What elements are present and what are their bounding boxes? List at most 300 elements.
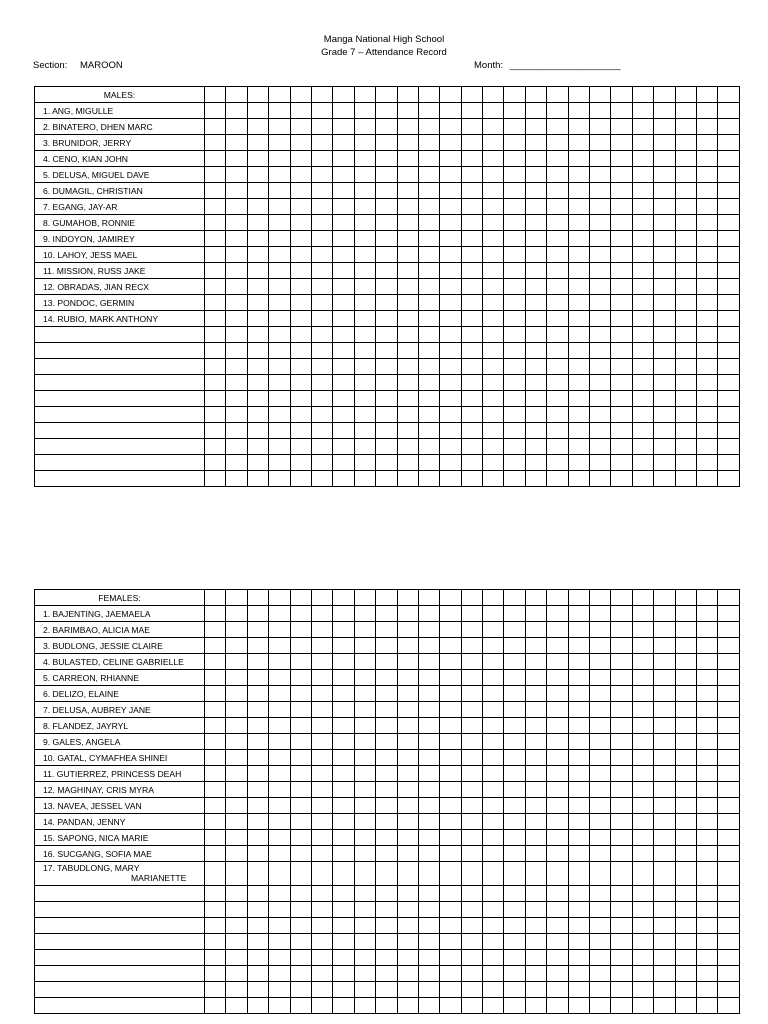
attendance-cell[interactable] bbox=[654, 183, 675, 199]
attendance-cell[interactable] bbox=[461, 231, 482, 247]
attendance-cell[interactable] bbox=[696, 343, 717, 359]
attendance-cell[interactable] bbox=[525, 830, 546, 846]
attendance-cell[interactable] bbox=[611, 590, 632, 606]
attendance-cell[interactable] bbox=[290, 327, 311, 343]
attendance-cell[interactable] bbox=[397, 814, 418, 830]
attendance-cell[interactable] bbox=[483, 654, 504, 670]
attendance-cell[interactable] bbox=[333, 103, 354, 119]
attendance-cell[interactable] bbox=[568, 782, 589, 798]
attendance-cell[interactable] bbox=[376, 215, 397, 231]
attendance-cell[interactable] bbox=[504, 375, 525, 391]
attendance-cell[interactable] bbox=[483, 846, 504, 862]
attendance-cell[interactable] bbox=[226, 375, 247, 391]
attendance-cell[interactable] bbox=[461, 862, 482, 886]
attendance-cell[interactable] bbox=[290, 183, 311, 199]
attendance-cell[interactable] bbox=[418, 638, 439, 654]
attendance-cell[interactable] bbox=[654, 87, 675, 103]
attendance-cell[interactable] bbox=[525, 359, 546, 375]
attendance-cell[interactable] bbox=[376, 103, 397, 119]
attendance-cell[interactable] bbox=[440, 279, 461, 295]
attendance-cell[interactable] bbox=[547, 199, 568, 215]
attendance-cell[interactable] bbox=[675, 343, 696, 359]
attendance-cell[interactable] bbox=[311, 263, 332, 279]
attendance-cell[interactable] bbox=[247, 638, 268, 654]
attendance-cell[interactable] bbox=[226, 782, 247, 798]
attendance-cell[interactable] bbox=[654, 391, 675, 407]
attendance-cell[interactable] bbox=[226, 622, 247, 638]
attendance-cell[interactable] bbox=[247, 846, 268, 862]
attendance-cell[interactable] bbox=[269, 423, 290, 439]
attendance-cell[interactable] bbox=[590, 247, 611, 263]
attendance-cell[interactable] bbox=[269, 814, 290, 830]
attendance-cell[interactable] bbox=[696, 718, 717, 734]
attendance-cell[interactable] bbox=[483, 718, 504, 734]
attendance-cell[interactable] bbox=[205, 982, 226, 998]
attendance-cell[interactable] bbox=[333, 590, 354, 606]
attendance-cell[interactable] bbox=[568, 846, 589, 862]
attendance-cell[interactable] bbox=[226, 886, 247, 902]
attendance-cell[interactable] bbox=[590, 423, 611, 439]
attendance-cell[interactable] bbox=[247, 391, 268, 407]
attendance-cell[interactable] bbox=[611, 119, 632, 135]
attendance-cell[interactable] bbox=[205, 766, 226, 782]
attendance-cell[interactable] bbox=[226, 766, 247, 782]
attendance-cell[interactable] bbox=[418, 766, 439, 782]
attendance-cell[interactable] bbox=[568, 375, 589, 391]
attendance-cell[interactable] bbox=[226, 638, 247, 654]
attendance-cell[interactable] bbox=[568, 886, 589, 902]
attendance-cell[interactable] bbox=[376, 606, 397, 622]
attendance-cell[interactable] bbox=[247, 966, 268, 982]
attendance-cell[interactable] bbox=[547, 902, 568, 918]
attendance-cell[interactable] bbox=[568, 830, 589, 846]
attendance-cell[interactable] bbox=[376, 782, 397, 798]
attendance-cell[interactable] bbox=[461, 279, 482, 295]
attendance-cell[interactable] bbox=[418, 734, 439, 750]
attendance-cell[interactable] bbox=[397, 734, 418, 750]
attendance-cell[interactable] bbox=[504, 950, 525, 966]
attendance-cell[interactable] bbox=[611, 343, 632, 359]
attendance-cell[interactable] bbox=[354, 918, 375, 934]
attendance-cell[interactable] bbox=[461, 471, 482, 487]
attendance-cell[interactable] bbox=[654, 966, 675, 982]
attendance-cell[interactable] bbox=[290, 814, 311, 830]
attendance-cell[interactable] bbox=[525, 734, 546, 750]
attendance-cell[interactable] bbox=[504, 846, 525, 862]
attendance-cell[interactable] bbox=[440, 590, 461, 606]
attendance-cell[interactable] bbox=[696, 439, 717, 455]
attendance-cell[interactable] bbox=[354, 295, 375, 311]
attendance-cell[interactable] bbox=[397, 846, 418, 862]
attendance-cell[interactable] bbox=[397, 183, 418, 199]
attendance-cell[interactable] bbox=[504, 471, 525, 487]
attendance-cell[interactable] bbox=[547, 119, 568, 135]
attendance-cell[interactable] bbox=[290, 998, 311, 1014]
attendance-cell[interactable] bbox=[376, 263, 397, 279]
attendance-cell[interactable] bbox=[632, 199, 653, 215]
attendance-cell[interactable] bbox=[354, 247, 375, 263]
attendance-cell[interactable] bbox=[354, 327, 375, 343]
attendance-cell[interactable] bbox=[504, 830, 525, 846]
attendance-cell[interactable] bbox=[525, 423, 546, 439]
attendance-cell[interactable] bbox=[525, 231, 546, 247]
attendance-cell[interactable] bbox=[654, 375, 675, 391]
attendance-cell[interactable] bbox=[654, 231, 675, 247]
attendance-cell[interactable] bbox=[461, 327, 482, 343]
attendance-cell[interactable] bbox=[247, 247, 268, 263]
attendance-cell[interactable] bbox=[461, 423, 482, 439]
attendance-cell[interactable] bbox=[675, 279, 696, 295]
attendance-cell[interactable] bbox=[290, 830, 311, 846]
attendance-cell[interactable] bbox=[290, 471, 311, 487]
attendance-cell[interactable] bbox=[290, 423, 311, 439]
attendance-cell[interactable] bbox=[568, 638, 589, 654]
attendance-cell[interactable] bbox=[654, 119, 675, 135]
attendance-cell[interactable] bbox=[504, 766, 525, 782]
attendance-cell[interactable] bbox=[205, 455, 226, 471]
attendance-cell[interactable] bbox=[311, 622, 332, 638]
attendance-cell[interactable] bbox=[483, 702, 504, 718]
attendance-cell[interactable] bbox=[590, 87, 611, 103]
attendance-cell[interactable] bbox=[611, 734, 632, 750]
attendance-cell[interactable] bbox=[547, 439, 568, 455]
attendance-cell[interactable] bbox=[483, 814, 504, 830]
attendance-cell[interactable] bbox=[718, 103, 740, 119]
attendance-cell[interactable] bbox=[205, 950, 226, 966]
attendance-cell[interactable] bbox=[311, 606, 332, 622]
attendance-cell[interactable] bbox=[504, 718, 525, 734]
attendance-cell[interactable] bbox=[696, 654, 717, 670]
attendance-cell[interactable] bbox=[461, 830, 482, 846]
attendance-cell[interactable] bbox=[696, 471, 717, 487]
attendance-cell[interactable] bbox=[440, 455, 461, 471]
attendance-cell[interactable] bbox=[504, 918, 525, 934]
attendance-cell[interactable] bbox=[547, 167, 568, 183]
attendance-cell[interactable] bbox=[418, 135, 439, 151]
attendance-cell[interactable] bbox=[547, 151, 568, 167]
attendance-cell[interactable] bbox=[311, 439, 332, 455]
attendance-cell[interactable] bbox=[718, 327, 740, 343]
attendance-cell[interactable] bbox=[205, 782, 226, 798]
attendance-cell[interactable] bbox=[611, 311, 632, 327]
attendance-cell[interactable] bbox=[247, 375, 268, 391]
attendance-cell[interactable] bbox=[504, 391, 525, 407]
attendance-cell[interactable] bbox=[354, 103, 375, 119]
attendance-cell[interactable] bbox=[269, 998, 290, 1014]
attendance-cell[interactable] bbox=[440, 934, 461, 950]
attendance-cell[interactable] bbox=[547, 103, 568, 119]
attendance-cell[interactable] bbox=[568, 247, 589, 263]
attendance-cell[interactable] bbox=[461, 998, 482, 1014]
attendance-cell[interactable] bbox=[376, 966, 397, 982]
attendance-cell[interactable] bbox=[290, 902, 311, 918]
attendance-cell[interactable] bbox=[376, 686, 397, 702]
attendance-cell[interactable] bbox=[311, 734, 332, 750]
attendance-cell[interactable] bbox=[525, 782, 546, 798]
attendance-cell[interactable] bbox=[376, 902, 397, 918]
attendance-cell[interactable] bbox=[611, 606, 632, 622]
attendance-cell[interactable] bbox=[590, 311, 611, 327]
attendance-cell[interactable] bbox=[354, 455, 375, 471]
attendance-cell[interactable] bbox=[718, 918, 740, 934]
attendance-cell[interactable] bbox=[483, 231, 504, 247]
attendance-cell[interactable] bbox=[269, 135, 290, 151]
attendance-cell[interactable] bbox=[418, 167, 439, 183]
attendance-cell[interactable] bbox=[632, 183, 653, 199]
attendance-cell[interactable] bbox=[440, 135, 461, 151]
attendance-cell[interactable] bbox=[654, 167, 675, 183]
attendance-cell[interactable] bbox=[568, 135, 589, 151]
attendance-cell[interactable] bbox=[632, 590, 653, 606]
attendance-cell[interactable] bbox=[247, 902, 268, 918]
attendance-cell[interactable] bbox=[461, 966, 482, 982]
attendance-cell[interactable] bbox=[290, 782, 311, 798]
attendance-cell[interactable] bbox=[675, 151, 696, 167]
attendance-cell[interactable] bbox=[632, 151, 653, 167]
attendance-cell[interactable] bbox=[397, 966, 418, 982]
attendance-cell[interactable] bbox=[247, 455, 268, 471]
attendance-cell[interactable] bbox=[311, 702, 332, 718]
attendance-cell[interactable] bbox=[590, 359, 611, 375]
attendance-cell[interactable] bbox=[718, 950, 740, 966]
attendance-cell[interactable] bbox=[205, 750, 226, 766]
attendance-cell[interactable] bbox=[461, 750, 482, 766]
attendance-cell[interactable] bbox=[269, 798, 290, 814]
attendance-cell[interactable] bbox=[311, 423, 332, 439]
attendance-cell[interactable] bbox=[269, 966, 290, 982]
attendance-cell[interactable] bbox=[440, 702, 461, 718]
attendance-cell[interactable] bbox=[226, 702, 247, 718]
attendance-cell[interactable] bbox=[504, 814, 525, 830]
attendance-cell[interactable] bbox=[440, 375, 461, 391]
attendance-cell[interactable] bbox=[247, 590, 268, 606]
attendance-cell[interactable] bbox=[504, 934, 525, 950]
attendance-cell[interactable] bbox=[440, 814, 461, 830]
attendance-cell[interactable] bbox=[504, 359, 525, 375]
attendance-cell[interactable] bbox=[205, 638, 226, 654]
attendance-cell[interactable] bbox=[675, 734, 696, 750]
attendance-cell[interactable] bbox=[247, 798, 268, 814]
attendance-cell[interactable] bbox=[547, 295, 568, 311]
attendance-cell[interactable] bbox=[632, 734, 653, 750]
attendance-cell[interactable] bbox=[397, 750, 418, 766]
attendance-cell[interactable] bbox=[675, 766, 696, 782]
attendance-cell[interactable] bbox=[590, 918, 611, 934]
attendance-cell[interactable] bbox=[290, 375, 311, 391]
attendance-cell[interactable] bbox=[547, 814, 568, 830]
attendance-cell[interactable] bbox=[354, 622, 375, 638]
attendance-cell[interactable] bbox=[333, 359, 354, 375]
attendance-cell[interactable] bbox=[718, 766, 740, 782]
attendance-cell[interactable] bbox=[483, 590, 504, 606]
attendance-cell[interactable] bbox=[675, 119, 696, 135]
attendance-cell[interactable] bbox=[290, 151, 311, 167]
attendance-cell[interactable] bbox=[418, 934, 439, 950]
attendance-cell[interactable] bbox=[376, 670, 397, 686]
attendance-cell[interactable] bbox=[568, 343, 589, 359]
attendance-cell[interactable] bbox=[226, 734, 247, 750]
attendance-cell[interactable] bbox=[333, 167, 354, 183]
attendance-cell[interactable] bbox=[290, 862, 311, 886]
attendance-cell[interactable] bbox=[547, 966, 568, 982]
attendance-cell[interactable] bbox=[675, 950, 696, 966]
attendance-cell[interactable] bbox=[440, 766, 461, 782]
attendance-cell[interactable] bbox=[440, 407, 461, 423]
attendance-cell[interactable] bbox=[590, 886, 611, 902]
attendance-cell[interactable] bbox=[418, 686, 439, 702]
attendance-cell[interactable] bbox=[547, 798, 568, 814]
attendance-cell[interactable] bbox=[269, 718, 290, 734]
attendance-cell[interactable] bbox=[333, 423, 354, 439]
attendance-cell[interactable] bbox=[440, 654, 461, 670]
attendance-cell[interactable] bbox=[461, 103, 482, 119]
attendance-cell[interactable] bbox=[205, 902, 226, 918]
attendance-cell[interactable] bbox=[654, 471, 675, 487]
attendance-cell[interactable] bbox=[226, 263, 247, 279]
attendance-cell[interactable] bbox=[376, 750, 397, 766]
attendance-cell[interactable] bbox=[483, 279, 504, 295]
attendance-cell[interactable] bbox=[226, 327, 247, 343]
attendance-cell[interactable] bbox=[504, 327, 525, 343]
attendance-cell[interactable] bbox=[632, 862, 653, 886]
attendance-cell[interactable] bbox=[247, 670, 268, 686]
attendance-cell[interactable] bbox=[311, 103, 332, 119]
attendance-cell[interactable] bbox=[397, 998, 418, 1014]
attendance-cell[interactable] bbox=[397, 718, 418, 734]
attendance-cell[interactable] bbox=[525, 263, 546, 279]
attendance-cell[interactable] bbox=[269, 391, 290, 407]
attendance-cell[interactable] bbox=[590, 439, 611, 455]
attendance-cell[interactable] bbox=[269, 982, 290, 998]
attendance-cell[interactable] bbox=[568, 87, 589, 103]
attendance-cell[interactable] bbox=[568, 902, 589, 918]
attendance-cell[interactable] bbox=[696, 590, 717, 606]
attendance-cell[interactable] bbox=[675, 215, 696, 231]
attendance-cell[interactable] bbox=[354, 686, 375, 702]
attendance-cell[interactable] bbox=[290, 407, 311, 423]
attendance-cell[interactable] bbox=[483, 87, 504, 103]
attendance-cell[interactable] bbox=[504, 343, 525, 359]
attendance-cell[interactable] bbox=[504, 135, 525, 151]
attendance-cell[interactable] bbox=[333, 798, 354, 814]
attendance-cell[interactable] bbox=[547, 87, 568, 103]
attendance-cell[interactable] bbox=[696, 423, 717, 439]
attendance-cell[interactable] bbox=[440, 247, 461, 263]
attendance-cell[interactable] bbox=[547, 343, 568, 359]
attendance-cell[interactable] bbox=[376, 327, 397, 343]
attendance-cell[interactable] bbox=[525, 950, 546, 966]
attendance-cell[interactable] bbox=[547, 471, 568, 487]
attendance-cell[interactable] bbox=[354, 471, 375, 487]
attendance-cell[interactable] bbox=[226, 231, 247, 247]
attendance-cell[interactable] bbox=[418, 590, 439, 606]
attendance-cell[interactable] bbox=[418, 247, 439, 263]
attendance-cell[interactable] bbox=[590, 279, 611, 295]
attendance-cell[interactable] bbox=[718, 279, 740, 295]
attendance-cell[interactable] bbox=[654, 455, 675, 471]
attendance-cell[interactable] bbox=[461, 734, 482, 750]
attendance-cell[interactable] bbox=[568, 151, 589, 167]
attendance-cell[interactable] bbox=[397, 247, 418, 263]
attendance-cell[interactable] bbox=[354, 934, 375, 950]
attendance-cell[interactable] bbox=[504, 263, 525, 279]
attendance-cell[interactable] bbox=[354, 982, 375, 998]
attendance-cell[interactable] bbox=[397, 918, 418, 934]
attendance-cell[interactable] bbox=[354, 151, 375, 167]
attendance-cell[interactable] bbox=[205, 718, 226, 734]
attendance-cell[interactable] bbox=[568, 423, 589, 439]
attendance-cell[interactable] bbox=[632, 918, 653, 934]
attendance-cell[interactable] bbox=[568, 982, 589, 998]
attendance-cell[interactable] bbox=[632, 455, 653, 471]
attendance-cell[interactable] bbox=[718, 391, 740, 407]
attendance-cell[interactable] bbox=[718, 119, 740, 135]
attendance-cell[interactable] bbox=[311, 119, 332, 135]
attendance-cell[interactable] bbox=[483, 766, 504, 782]
attendance-cell[interactable] bbox=[269, 103, 290, 119]
attendance-cell[interactable] bbox=[354, 343, 375, 359]
attendance-cell[interactable] bbox=[632, 119, 653, 135]
attendance-cell[interactable] bbox=[269, 934, 290, 950]
attendance-cell[interactable] bbox=[397, 135, 418, 151]
attendance-cell[interactable] bbox=[333, 87, 354, 103]
attendance-cell[interactable] bbox=[376, 846, 397, 862]
attendance-cell[interactable] bbox=[269, 327, 290, 343]
attendance-cell[interactable] bbox=[354, 782, 375, 798]
attendance-cell[interactable] bbox=[483, 103, 504, 119]
attendance-cell[interactable] bbox=[632, 391, 653, 407]
attendance-cell[interactable] bbox=[590, 375, 611, 391]
attendance-cell[interactable] bbox=[397, 231, 418, 247]
attendance-cell[interactable] bbox=[483, 750, 504, 766]
attendance-cell[interactable] bbox=[654, 407, 675, 423]
attendance-cell[interactable] bbox=[226, 718, 247, 734]
attendance-cell[interactable] bbox=[525, 391, 546, 407]
attendance-cell[interactable] bbox=[269, 263, 290, 279]
attendance-cell[interactable] bbox=[525, 471, 546, 487]
attendance-cell[interactable] bbox=[461, 814, 482, 830]
attendance-cell[interactable] bbox=[547, 686, 568, 702]
attendance-cell[interactable] bbox=[290, 231, 311, 247]
attendance-cell[interactable] bbox=[226, 343, 247, 359]
attendance-cell[interactable] bbox=[226, 199, 247, 215]
attendance-cell[interactable] bbox=[205, 183, 226, 199]
attendance-cell[interactable] bbox=[269, 918, 290, 934]
attendance-cell[interactable] bbox=[568, 766, 589, 782]
attendance-cell[interactable] bbox=[418, 846, 439, 862]
attendance-cell[interactable] bbox=[226, 998, 247, 1014]
attendance-cell[interactable] bbox=[568, 950, 589, 966]
attendance-cell[interactable] bbox=[418, 231, 439, 247]
attendance-cell[interactable] bbox=[397, 407, 418, 423]
attendance-cell[interactable] bbox=[269, 862, 290, 886]
attendance-cell[interactable] bbox=[654, 263, 675, 279]
attendance-cell[interactable] bbox=[696, 151, 717, 167]
attendance-cell[interactable] bbox=[397, 766, 418, 782]
attendance-cell[interactable] bbox=[483, 359, 504, 375]
attendance-cell[interactable] bbox=[311, 902, 332, 918]
attendance-cell[interactable] bbox=[226, 215, 247, 231]
attendance-cell[interactable] bbox=[547, 950, 568, 966]
attendance-cell[interactable] bbox=[290, 263, 311, 279]
attendance-cell[interactable] bbox=[590, 798, 611, 814]
attendance-cell[interactable] bbox=[483, 982, 504, 998]
attendance-cell[interactable] bbox=[376, 247, 397, 263]
attendance-cell[interactable] bbox=[290, 103, 311, 119]
attendance-cell[interactable] bbox=[354, 638, 375, 654]
attendance-cell[interactable] bbox=[547, 750, 568, 766]
attendance-cell[interactable] bbox=[333, 606, 354, 622]
